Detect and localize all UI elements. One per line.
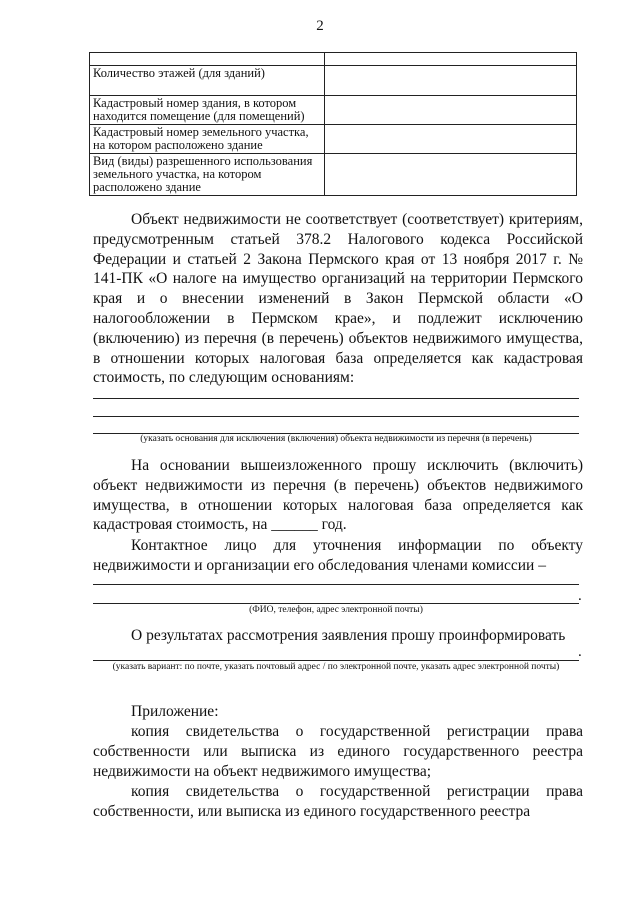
notify-line-period: . [578, 644, 582, 660]
table-row [90, 66, 577, 96]
request-paragraph: На основании вышеизложенного прошу исключить (включить) объект недвижимости из перечня (в перечень) объектов недвижимого имущества, в отношении которых налоговая база определяется как кадастровая стоимость, на ______ год. [93, 457, 583, 534]
table-label-cell: Кадастровый номер земельного участка, на котором расположено здание [90, 125, 325, 154]
notify-caption: (указать вариант: по почте, указать почтовый адрес / по электронной почте, указать адрес электронной почты) [112, 662, 560, 672]
attachment-item-1: копия свидетельства о государственной регистрации права собственности или выписка из единого государственного реестра недвижимости на объект недвижимого имущества; [93, 723, 583, 780]
table-value-cell[interactable] [325, 125, 577, 154]
attachment-item-2: копия свидетельства о государственной регистрации права собственности, или выписка из единого государственного реестра [93, 783, 583, 820]
table-value-cell[interactable] [325, 96, 577, 125]
table-row [90, 125, 577, 154]
table-row [90, 96, 577, 125]
grounds-line-1[interactable] [93, 398, 579, 399]
table-row [90, 154, 577, 196]
table-label-cell: Вид (виды) разрешенного использования земельного участка, на котором расположено здание [90, 154, 325, 196]
contact-line-period: . [578, 588, 582, 604]
table-label-cell: Кадастровый номер здания, в котором находится помещение (для помещений) [90, 96, 325, 125]
table-label-cell: Количество этажей (для зданий) [90, 66, 325, 96]
table-value-cell[interactable] [325, 53, 577, 66]
contact-caption: (ФИО, телефон, адрес электронной почты) [249, 605, 423, 615]
criteria-paragraph: Объект недвижимости не соответствует (соответствует) критериям, предусмотренным статьей 378.2 Налогового кодекса Российской Федерации и статьей 2 Закона Пермского края от 13 ноября 2017 г. № 141-ПК «О налоге на имущество организаций на территории Пермского края и о внесении изменений в Закон Пермской области «О налогообложении в Пермском крае», и подлежит исключению (включению) из перечня (в перечень) объектов недвижимого имущества, в отношении которых налоговая база определяется как кадастровая стоимость, по следующим основаниям: [93, 211, 583, 387]
grounds-caption: (указать основания для исключения (включения) объекта недвижимости из перечня (в перечень) [140, 434, 532, 444]
property-info-table [89, 52, 577, 196]
attachment-heading: Приложение: [131, 703, 219, 720]
contact-line-2[interactable] [93, 603, 579, 604]
table-value-cell[interactable] [325, 154, 577, 196]
table-row [90, 53, 577, 66]
page-number: 2 [316, 18, 324, 34]
contact-line-1[interactable] [93, 584, 579, 585]
grounds-line-2[interactable] [93, 416, 579, 417]
notify-line[interactable] [93, 660, 579, 661]
notify-paragraph: О результатах рассмотрения заявления прошу проинформировать [131, 627, 566, 644]
contact-paragraph: Контактное лицо для уточнения информации по объекту недвижимости и организации его обследования членами комиссии – [93, 537, 583, 574]
table-value-cell[interactable] [325, 66, 577, 96]
table-label-cell [90, 53, 325, 66]
